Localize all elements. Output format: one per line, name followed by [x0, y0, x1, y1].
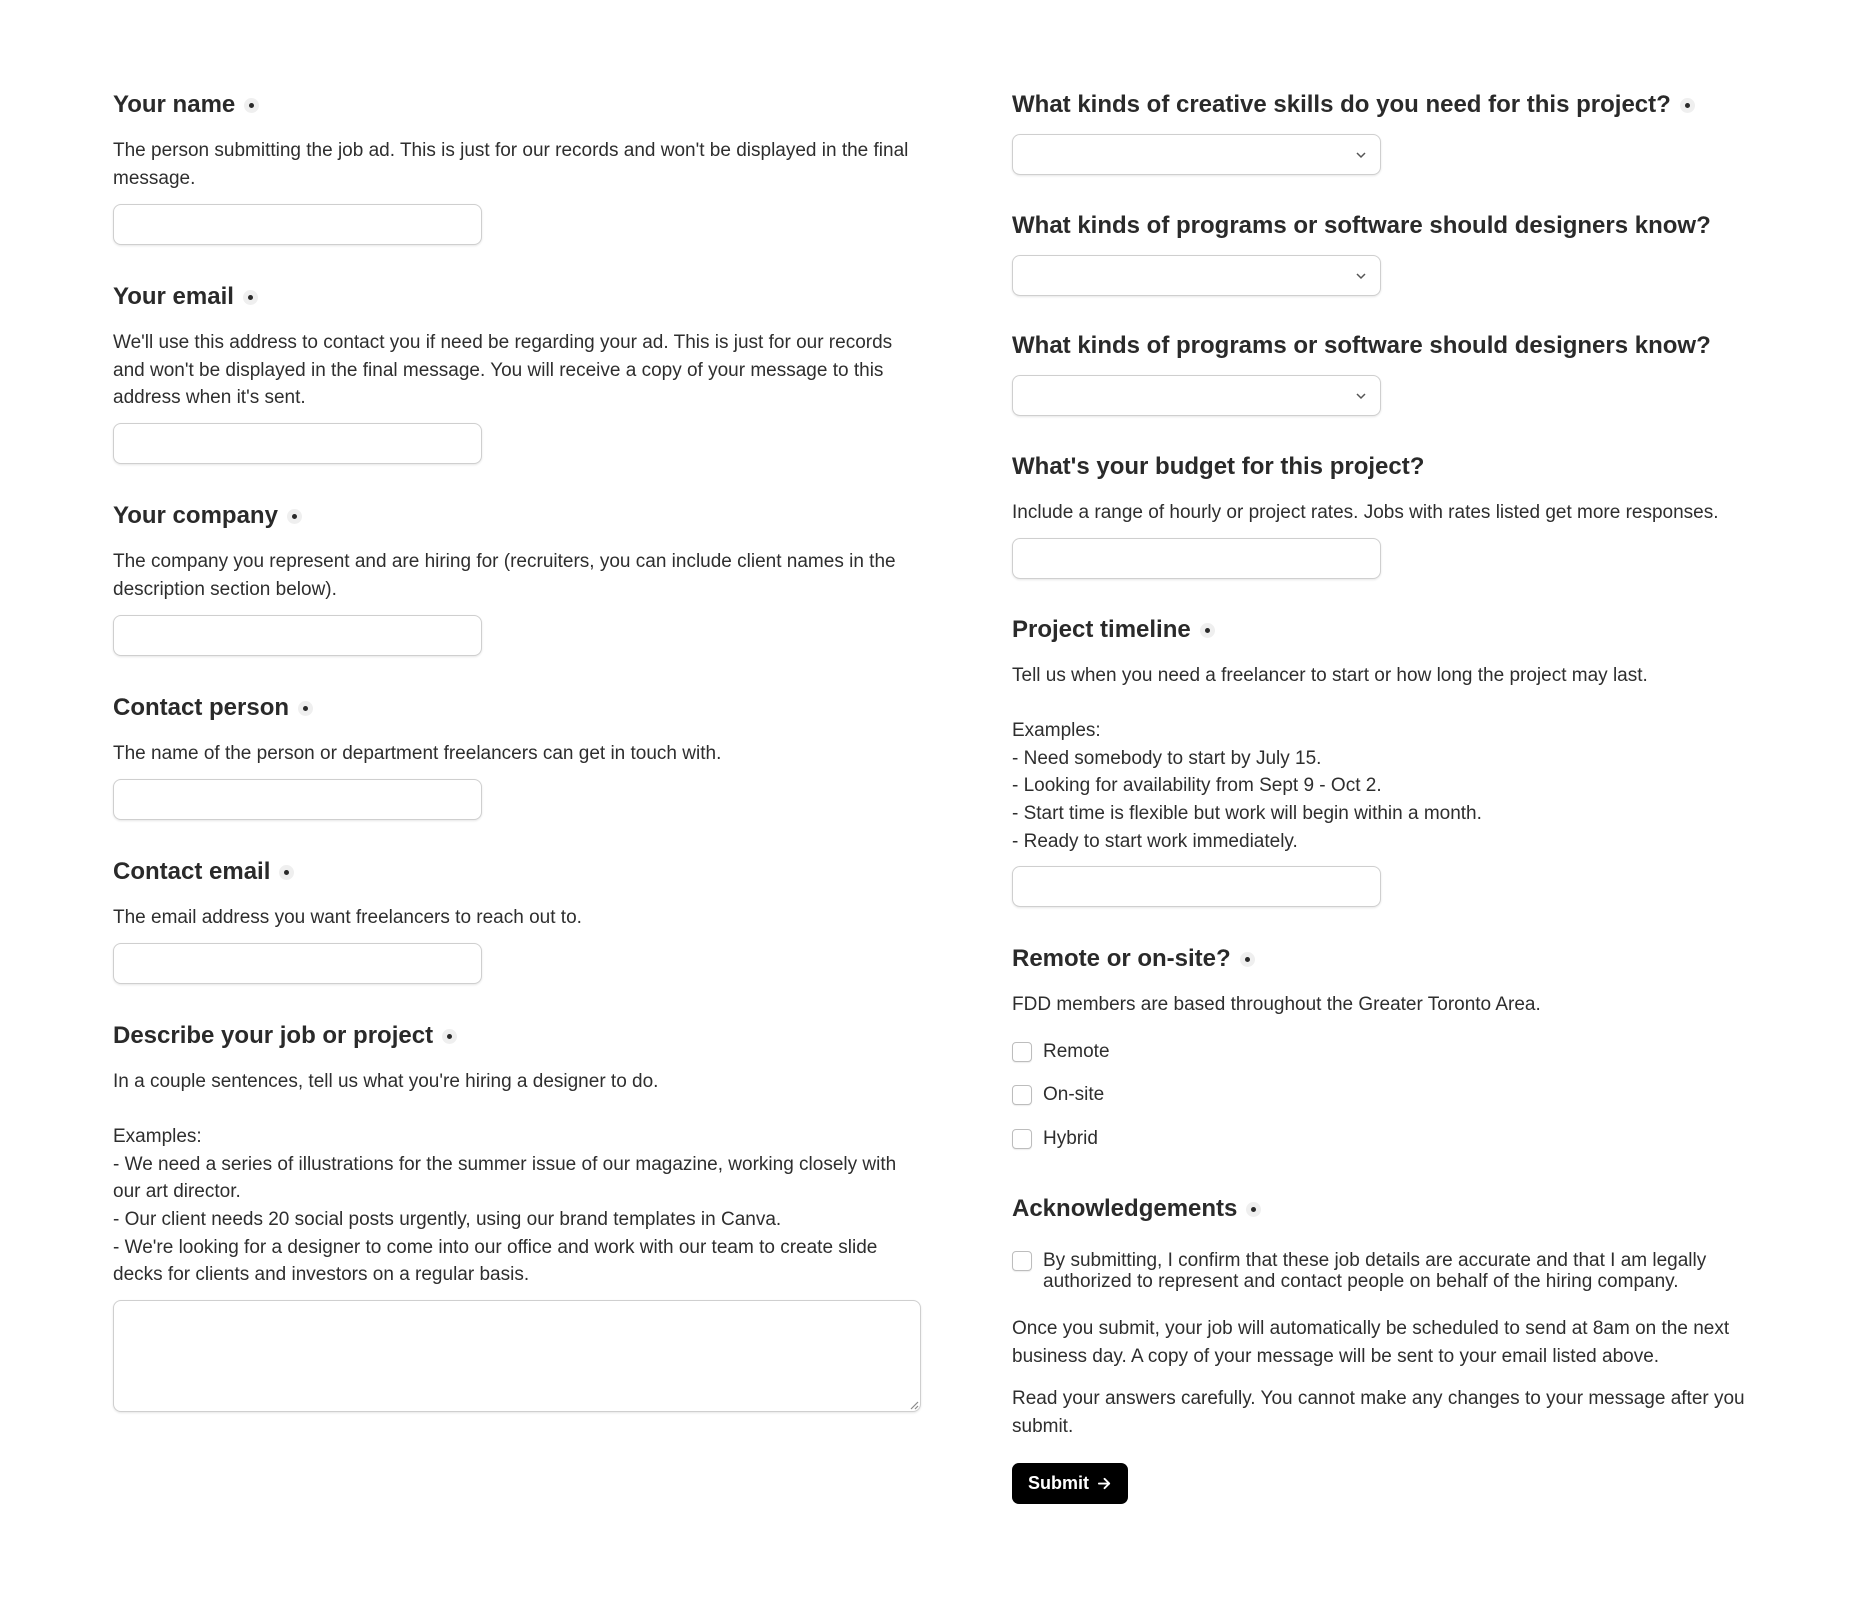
- contact-person-label: Contact person: [113, 693, 313, 723]
- required-dot-icon: [1680, 98, 1695, 113]
- your-email-label: Your email: [113, 282, 258, 312]
- software-select-2[interactable]: [1012, 375, 1381, 416]
- contact-person-input[interactable]: [113, 779, 482, 820]
- required-dot-icon: [442, 1029, 457, 1044]
- your-company-input[interactable]: [113, 615, 482, 656]
- describe-job-textarea[interactable]: [113, 1300, 921, 1412]
- contact-email-description: The email address you want freelancers to reach out to.: [113, 907, 582, 928]
- required-dot-icon: [1240, 952, 1255, 967]
- option-hybrid[interactable]: Hybrid: [1012, 1127, 1098, 1151]
- creative-skills-label: What kinds of creative skills do you need for this project?: [1012, 90, 1695, 120]
- describe-job-description: In a couple sentences, tell us what you're hiring a designer to do. Examples: - We need a series of illustrations for the summer issue of our magazine, working closely with our art director. - Our client needs 20 social posts urgently, using our brand templates in Canva. - We're looking for a designer to come into our office and work with our team to create slide decks for clients and investors on a regular basis.: [113, 1071, 897, 1286]
- schedule-note: Once you submit, your job will automatically be scheduled to send at 8am on the next business day. A copy of your message will be sent to your email listed above.: [1012, 1318, 1730, 1367]
- software-label-1: What kinds of programs or software should designers know?: [1012, 212, 1711, 239]
- chevron-down-icon: [1355, 270, 1367, 282]
- chevron-down-icon: [1355, 390, 1367, 402]
- describe-job-label: Describe your job or project: [113, 1021, 457, 1051]
- contact-person-description: The name of the person or department freelancers can get in touch with.: [113, 743, 722, 764]
- required-dot-icon: [287, 509, 302, 524]
- required-dot-icon: [1246, 1202, 1261, 1217]
- acknowledgements-label: Acknowledgements: [1012, 1194, 1261, 1224]
- your-name-label: Your name: [113, 90, 259, 120]
- remote-checkbox[interactable]: [1012, 1042, 1032, 1062]
- budget-label: What's your budget for this project?: [1012, 453, 1425, 480]
- submit-button[interactable]: Submit: [1012, 1463, 1128, 1504]
- project-timeline-label: Project timeline: [1012, 615, 1215, 645]
- software-select-1[interactable]: [1012, 255, 1381, 296]
- your-email-description: We'll use this address to contact you if need be regarding your ad. This is just for our records and won't be displayed in the final message. You will receive a copy of your message to this address when it's sent.: [113, 332, 893, 409]
- software-label-2: What kinds of programs or software should designers know?: [1012, 332, 1711, 359]
- your-company-description: The company you represent and are hiring for (recruiters, you can include client names in the description section below).: [113, 551, 896, 600]
- project-timeline-description: Tell us when you need a freelancer to start or how long the project may last. Examples: - Need somebody to start by July 15. - Looking for availability from Sept 9 - Oct 2. - Start time is flexible but work will begin within a month. - Ready to start work immediately.: [1012, 665, 1648, 852]
- your-company-label: Your company: [113, 501, 302, 531]
- remote-onsite-label: Remote or on-site?: [1012, 944, 1255, 974]
- remote-onsite-description: FDD members are based throughout the Greater Toronto Area.: [1012, 994, 1541, 1015]
- on-site-checkbox[interactable]: [1012, 1085, 1032, 1105]
- chevron-down-icon: [1355, 149, 1367, 161]
- budget-description: Include a range of hourly or project rates. Jobs with rates listed get more responses.: [1012, 502, 1719, 523]
- budget-input[interactable]: [1012, 538, 1381, 579]
- required-dot-icon: [243, 290, 258, 305]
- your-name-description: The person submitting the job ad. This is just for our records and won't be displayed in the final message.: [113, 140, 909, 189]
- contact-email-input[interactable]: [113, 943, 482, 984]
- acknowledgement-checkbox[interactable]: [1012, 1251, 1032, 1271]
- hybrid-checkbox[interactable]: [1012, 1129, 1032, 1149]
- required-dot-icon: [298, 701, 313, 716]
- acknowledgement-option[interactable]: By submitting, I confirm that these job details are accurate and that I am legally authorized to represent and contact people on behalf of the hiring company.: [1012, 1250, 1782, 1292]
- required-dot-icon: [279, 865, 294, 880]
- option-on-site[interactable]: On-site: [1012, 1083, 1104, 1107]
- contact-email-label: Contact email: [113, 857, 294, 887]
- creative-skills-select[interactable]: [1012, 134, 1381, 175]
- resize-grip-icon[interactable]: [909, 1400, 919, 1410]
- careful-note: Read your answers carefully. You cannot make any changes to your message after you submit.: [1012, 1388, 1745, 1437]
- your-name-input[interactable]: [113, 204, 482, 245]
- option-remote[interactable]: Remote: [1012, 1040, 1110, 1064]
- required-dot-icon: [1200, 623, 1215, 638]
- your-email-input[interactable]: [113, 423, 482, 464]
- project-timeline-input[interactable]: [1012, 866, 1381, 907]
- required-dot-icon: [244, 98, 259, 113]
- arrow-right-icon: [1097, 1476, 1112, 1491]
